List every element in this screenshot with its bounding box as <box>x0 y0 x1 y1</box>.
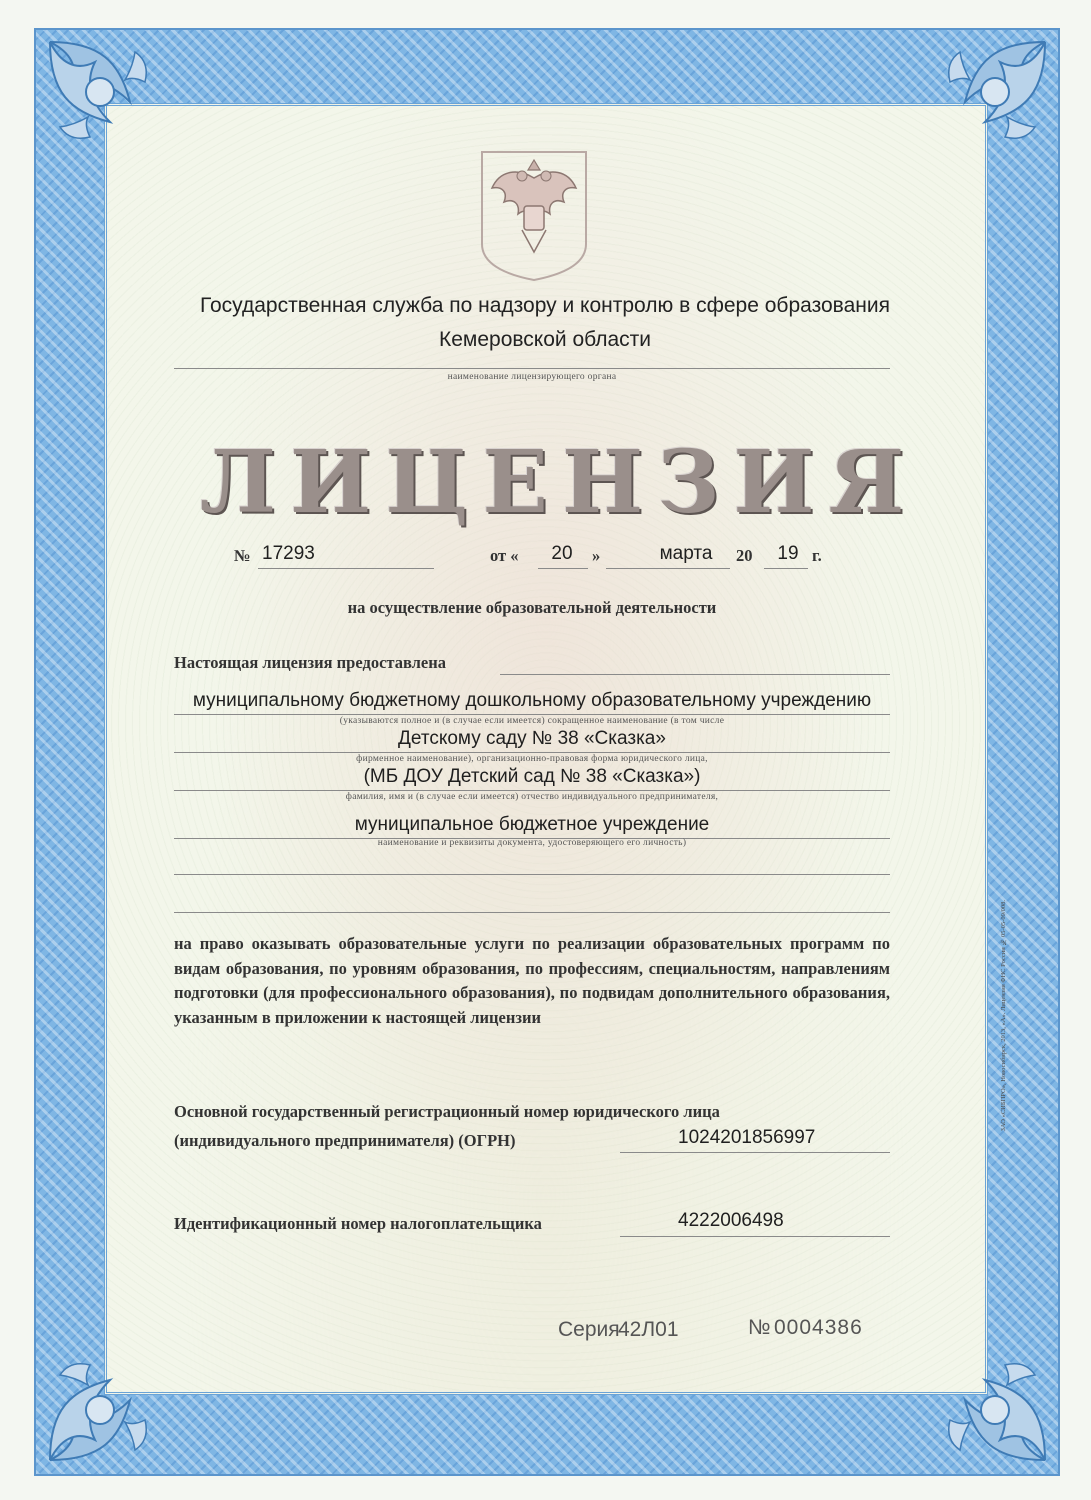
grantee-line2: Детскому саду № 38 «Сказка» <box>398 728 666 749</box>
authority-caption: наименование лицензирующего органа <box>447 372 617 382</box>
license-number-rule <box>258 568 434 569</box>
corner-ornament-icon <box>40 32 190 182</box>
grantee-rule-1 <box>174 714 890 715</box>
license-number: 17293 <box>262 543 315 564</box>
ogrn-value: 1024201856997 <box>678 1127 816 1148</box>
series-label: Серия <box>558 1318 620 1341</box>
grantee-caption1: (указываются полное и (в случае если имеется) сокращенное наименование (в том числе <box>339 716 725 726</box>
inn-label: Идентификационный номер налогоплательщика <box>174 1214 542 1233</box>
date-day-close: » <box>592 546 601 565</box>
inn-value: 4222006498 <box>678 1210 784 1231</box>
document-title: ЛИЦЕНЗИЯ <box>200 432 919 533</box>
ogrn-label-line2: (индивидуального предпринимателя) (ОГРН) <box>174 1131 516 1150</box>
grantee-caption4: наименование и реквизиты документа, удостоверяющего его личность) <box>377 838 687 848</box>
license-day: 20 <box>551 543 573 564</box>
grantee-caption2: фирменное наименование), организационно-правовая форма юридического лица, <box>356 754 708 764</box>
inn-rule <box>620 1236 890 1237</box>
grantee-rule-0 <box>500 674 890 675</box>
corner-ornament-icon <box>40 1320 190 1470</box>
grantee-line1: муниципальному бюджетному дошкольному образовательному учреждению <box>192 690 872 711</box>
year-rule <box>764 568 808 569</box>
corner-ornament-icon <box>905 1320 1055 1470</box>
grantee-line4: муниципальное бюджетное учреждение <box>354 814 710 835</box>
grantee-caption3: фамилия, имя и (в случае если имеется) отчество индивидуального предпринимателя, <box>345 792 719 802</box>
grantee-label: Настоящая лицензия предоставлена <box>174 653 446 672</box>
month-rule <box>606 568 730 569</box>
authority-name-line1: Государственная служба по надзору и контролю в сфере образования <box>200 294 890 317</box>
day-rule <box>538 568 588 569</box>
grantee-line3: (МБ ДОУ Детский сад № 38 «Сказка») <box>363 766 701 787</box>
license-purpose: на осуществление образовательной деятельности <box>347 598 717 617</box>
authority-name-line2: Кемеровской области <box>438 328 652 351</box>
coat-of-arms-icon <box>478 148 590 284</box>
ogrn-label-line1: Основной государственный регистрационный номер юридического лица <box>174 1102 720 1121</box>
printer-note: ЗАО «СИБПРО», Новосибирск, 2013, «А». Лицензия ФНС России № 05-05-09/008. <box>1000 900 1007 1132</box>
series-value: 42Л01 <box>618 1318 679 1341</box>
date-from-label: от « <box>490 546 519 565</box>
ogrn-rule <box>620 1152 890 1153</box>
grantee-rule-2 <box>174 752 890 753</box>
license-number-label: № <box>234 546 251 565</box>
series-number: 0004386 <box>774 1316 863 1339</box>
license-year: 19 <box>777 543 799 564</box>
grantee-rule-3 <box>174 790 890 791</box>
authority-rule <box>174 368 890 369</box>
series-number-label: № <box>748 1316 771 1339</box>
year-prefix: 20 <box>736 546 753 565</box>
grantee-rule-5 <box>174 874 890 875</box>
rights-text: на право оказывать образовательные услуги по реализации образовательных программ по видам образования, по уровням образования, по профессиям, специальностям, направлениям подготовки (для профессионального образования), по подвидам дополнительного образования, указанным в приложении к настоящей лицензии <box>174 934 890 1027</box>
year-label: г. <box>812 546 822 565</box>
corner-ornament-icon <box>905 32 1055 182</box>
license-month: марта <box>659 543 713 564</box>
grantee-rule-6 <box>174 912 890 913</box>
